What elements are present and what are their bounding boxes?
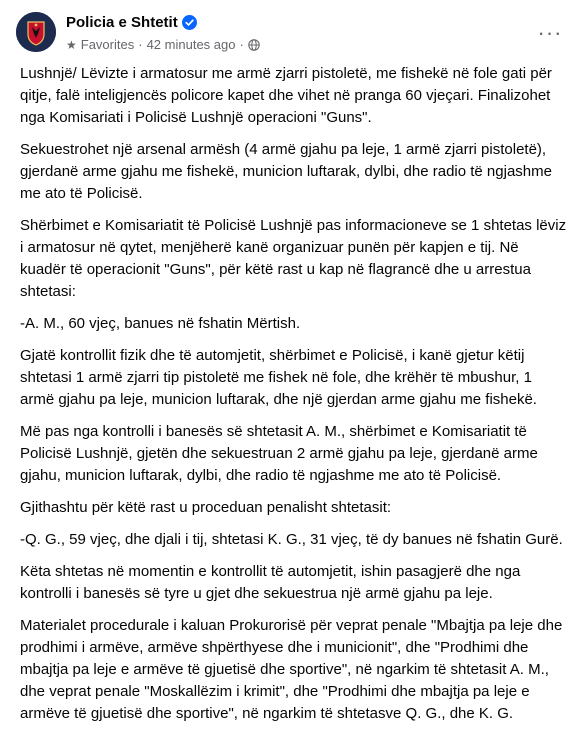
post-paragraph: Lushnjë/ Lëvizte i armatosur me armë zjarri pistoletë, me fishekë në fole gati për qitje, falë inteligjencës policore kapet dhe vihet në pranga 60 vjeçari. Finalizohet nga Komisariati i Policisë Lushnjë operacioni "Guns". [20,65,552,126]
more-options-icon[interactable]: ··· [537,20,563,45]
post-timestamp[interactable]: 42 minutes ago [146,37,236,52]
post-text [20,63,568,735]
post-paragraph: Sekuestrohet një arsenal armësh (4 armë gjahu pa leje, 1 armë zjarri pistoletë), gjerdanë arme gjahu me fishekë, municion luftarak, dylbi, dhe radio të ngjashme me ato të Policisë. [20,141,552,202]
meta-separator: · [138,37,143,52]
post-paragraph: Materialet procedurale i kaluan Prokurorisë për veprat penale "Mbajtja pa leje dhe prodhimi i armëve, armëve shpërthyese dhe i municionit", dhe "Prodhimi dhe mbajtja pa leje e armëve të gjuetisë dhe sportive", në ngarkim të shtetasit A. M., dhe veprat penale "Moskallëzim i krimit", dhe "Prodhimi dhe mbajtja pa leje e armëve të gjuetisë dhe sportive", në ngarkim të shtetasve Q. G., dhe K. G. [20,617,563,722]
post-paragraph: Shërbimet e Komisariatit të Policisë Lushnjë pas informacioneve se 1 shtetas lëviz i armatosur në qytet, menjëherë kanë organizuar punën për kapjen e tij. Në kuadër të operacionit "Guns", për këtë rast u kap në flagrancë dhe u arrestua shtetasi: [20,217,567,300]
verified-badge-icon [182,15,197,30]
post-paragraph: -A. M., 60 vjeç, banues në fshatin Mërtish. [20,315,301,332]
post-paragraph: -Q. G., 59 vjeç, dhe djali i tij, shtetasi K. G., 31 vjeç, të dy banues në fshatin Gurë. [20,531,563,548]
post-paragraph: Më pas nga kontrolli i banesës së shtetasit A. M., shërbimet e Komisariatit të Policisë Lushnjë, gjetën dhe sekuestruan 2 armë gjahu pa leje, gjerdanë arme gjahu, municion luftarak, dylbi, dhe radio të ngjashme me ato të Policisë. [20,423,538,484]
police-emblem-icon [16,12,56,52]
post-paragraph: Gjatë kontrollit fizik dhe të automjetit, shërbimet e Policisë, i kanë gjetur këtij shtetasi 1 armë zjarri tip pistoletë me fishek në fole, dhe krëhër të mbushur, 1 armë gjahu pa leje, municion luftarak, dhe një gjerdan arme gjahu me fishekë. [20,347,537,408]
page-name-row [66,14,197,31]
post-header [0,0,583,68]
audience-label: Favorites [80,37,135,52]
public-globe-icon[interactable] [248,39,260,51]
page-avatar[interactable] [16,12,56,52]
post-paragraph: Këta shtetas në momentin e kontrollit të automjetit, ishin pasagjerë dhe nga kontrolli i banesës së tyre u gjet dhe sekuestrua një armë gjahu pa leje. [20,563,521,602]
meta-separator: · [239,37,244,52]
post-meta [66,37,260,52]
favorites-star-icon: ★ [66,37,77,52]
post-paragraph: Gjithashtu për këtë rast u proceduan penalisht shtetasit: [20,499,392,516]
page-name-link[interactable]: Policia e Shtetit [66,14,178,31]
